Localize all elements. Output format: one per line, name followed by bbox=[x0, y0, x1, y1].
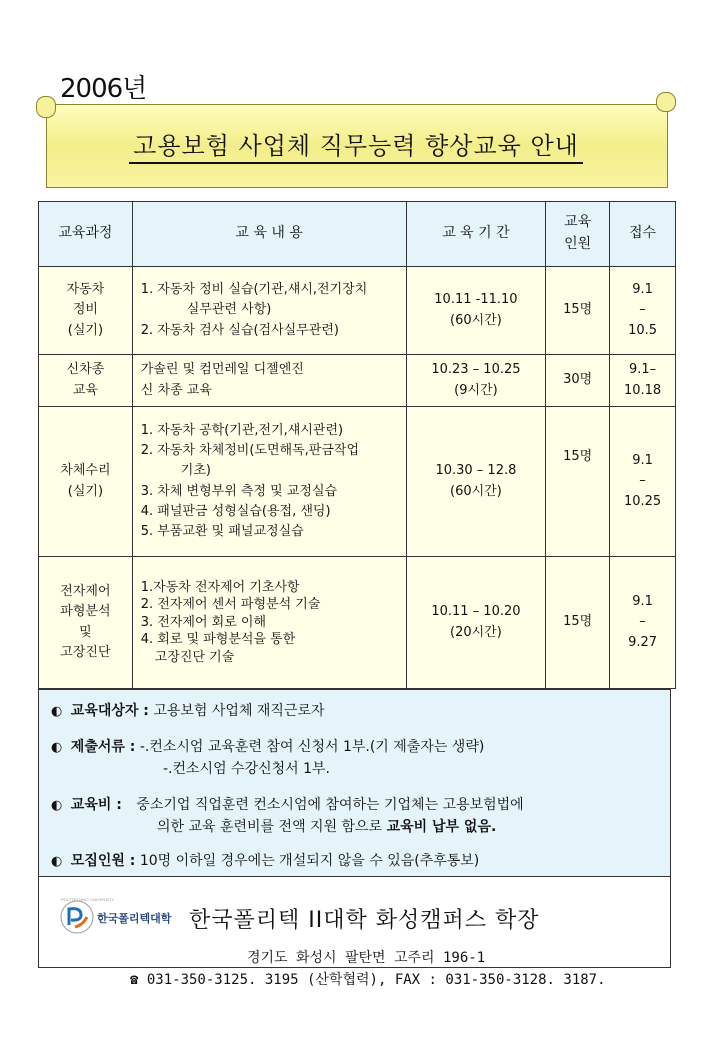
half-circle-icon: ◐ bbox=[51, 798, 63, 813]
banner-title: 고용보험 사업체 직무능력 향상교육 안내 bbox=[36, 126, 676, 161]
half-circle-icon: ◐ bbox=[51, 740, 63, 755]
info-target: ◐ 교육대상자 : 고용보험 사업체 재직근로자 bbox=[51, 703, 325, 719]
table-row bbox=[39, 557, 676, 689]
course-people: 30명 bbox=[546, 355, 610, 407]
header-content: 교 육 내 용 bbox=[132, 202, 406, 267]
info-fee-2: 의한 교육 훈련비를 전액 지원 함으로 교육비 납부 없음. bbox=[157, 819, 497, 835]
course-content: 1. 자동차 정비 실습(기관,섀시,전기장치 실무관련 사항) 2. 자동차 검사 실습(검사실무관련) bbox=[132, 267, 406, 355]
course-period: 10.11 – 10.20 (20시간) bbox=[406, 557, 546, 689]
course-content: 1. 자동차 공학(기관,전기,섀시관련) 2. 자동차 차체정비(도면해독,판금작업 기초) 3. 차체 변형부위 측정 및 교정실습 4. 패널판금 성형실습(용접, 샌딩) 5. 부품교환 및 패널교정실습 bbox=[132, 407, 406, 557]
table-row bbox=[39, 267, 676, 355]
half-circle-icon: ◐ bbox=[51, 704, 63, 719]
info-documents-2: -.컨소시엄 수강신청서 1부. bbox=[163, 761, 330, 777]
school-address: 경기도 화성시 팔탄면 고주리 196-1 bbox=[247, 950, 486, 966]
course-reception: 9.1 – 10.25 bbox=[610, 407, 676, 557]
scroll-roll-right bbox=[656, 92, 676, 112]
table-header-row bbox=[39, 202, 676, 267]
title-banner bbox=[36, 92, 676, 192]
info-documents: ◐ 제출서류 : -.컨소시엄 교육훈련 참여 신청서 1부.(기 제출자는 생략) bbox=[51, 739, 485, 755]
course-reception: 9.1 – 10.5 bbox=[610, 267, 676, 355]
table-row bbox=[39, 355, 676, 407]
course-period: 10.30 – 12.8 (60시간) bbox=[406, 407, 546, 557]
header-period: 교 육 기 간 bbox=[406, 202, 546, 267]
info-box bbox=[38, 689, 671, 877]
header-reception: 접수 bbox=[610, 202, 676, 267]
course-period: 10.11 -11.10 (60시간) bbox=[406, 267, 546, 355]
info-recruit: ◐ 모집인원 : 10명 이하일 경우에는 개설되지 않을 수 있음(추후통보) bbox=[51, 853, 480, 869]
course-people: 15명 bbox=[546, 267, 610, 355]
course-table bbox=[38, 201, 676, 689]
footer-box bbox=[38, 875, 671, 968]
logo-arc-text: POLYTECHNIC UNIVERSITY bbox=[61, 897, 115, 902]
contact-phone: ☎ 031-350-3125. 3195 (산학협력), FAX : 031-350-3128. 3187. bbox=[130, 972, 606, 988]
scroll-roll-left bbox=[36, 96, 56, 118]
course-name: 전자제어 파형분석 및 고장진단 bbox=[39, 557, 133, 689]
header-people: 교육 인원 bbox=[546, 202, 610, 267]
header-course: 교육과정 bbox=[39, 202, 133, 267]
course-content: 1.자동차 전자제어 기초사항 2. 전자제어 센서 파형분석 기술 3. 전자제어 회로 이해 4. 회로 및 파형분석을 통한 고장진단 기술 bbox=[132, 557, 406, 689]
college-logo bbox=[57, 895, 207, 939]
course-name: 신차종 교육 bbox=[39, 355, 133, 407]
course-people: 15명 bbox=[546, 557, 610, 689]
course-name: 자동차 정비 (실기) bbox=[39, 267, 133, 355]
course-reception: 9.1 – 9.27 bbox=[610, 557, 676, 689]
course-people: 15명 bbox=[546, 407, 610, 557]
course-period: 10.23 – 10.25 (9시간) bbox=[406, 355, 546, 407]
course-name: 차체수리 (실기) bbox=[39, 407, 133, 557]
info-fee: ◐ 교육비 : 중소기업 직업훈련 컨소시엄에 참여하는 기업체는 고용보험법에 bbox=[51, 797, 524, 813]
college-logo-icon bbox=[57, 895, 207, 939]
course-reception: 9.1– 10.18 bbox=[610, 355, 676, 407]
course-content: 가솔린 및 컴먼레일 디젤엔진 신 차종 교육 bbox=[132, 355, 406, 407]
logo-text: 한국폴리텍대학 bbox=[97, 913, 172, 925]
year-heading: 2006년 bbox=[60, 74, 147, 104]
school-name: 한국폴리텍 II대학 화성캠퍼스 학장 bbox=[189, 908, 540, 933]
table-row bbox=[39, 407, 676, 557]
half-circle-icon: ◐ bbox=[51, 854, 63, 869]
